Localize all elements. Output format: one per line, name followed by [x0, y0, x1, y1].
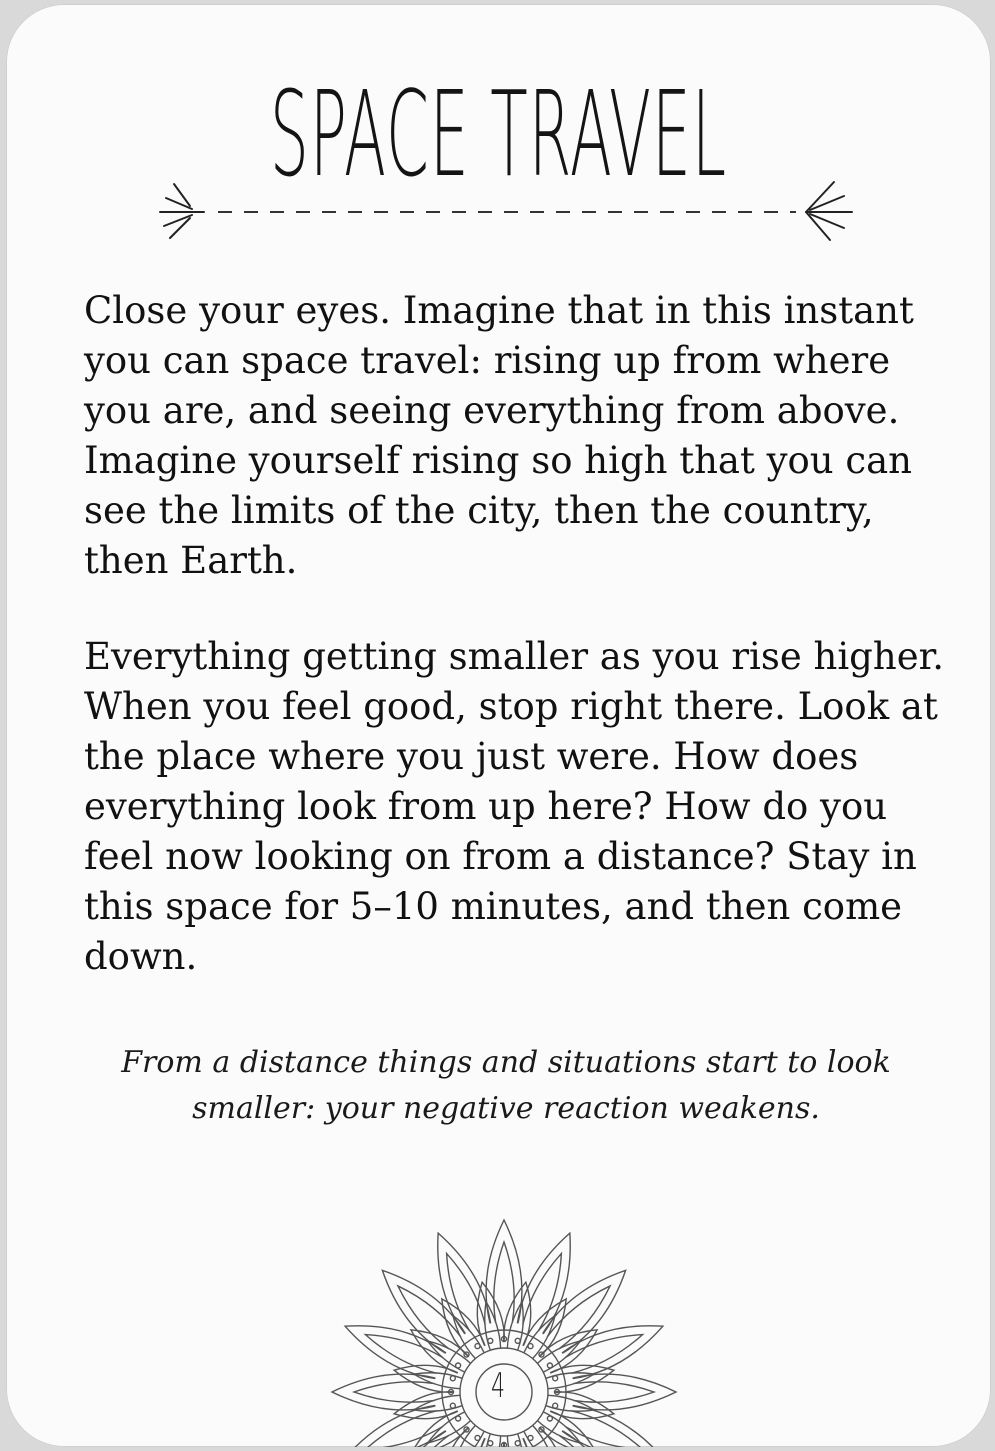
- mandala-dot: [450, 1376, 455, 1381]
- mandala-outer-petal: [486, 1220, 522, 1323]
- mandala-outer-petal-inner: [494, 1242, 514, 1323]
- closing-quote: From a distance things and situations start to look smaller: your negative reaction weakens.: [121, 1045, 891, 1126]
- mandala-outer-petal: [543, 1270, 626, 1353]
- mandala-dot: [553, 1376, 558, 1381]
- arrow-head-icon: [806, 182, 852, 240]
- mandala-outer-petal-inner: [354, 1382, 435, 1402]
- mandala-dot: [456, 1416, 461, 1421]
- card: [6, 4, 991, 1447]
- mandala-dot: [553, 1403, 558, 1408]
- mandala-outer-petal-inner: [547, 1286, 610, 1349]
- mandala-outer-petal-inner: [573, 1382, 654, 1402]
- mandala-dot: [515, 1441, 520, 1446]
- mandala-dot: [456, 1363, 461, 1368]
- mandala-dot: [528, 1344, 533, 1349]
- mandala-dot: [515, 1338, 520, 1343]
- mandala-outer-petal: [332, 1374, 435, 1410]
- mandala-dot: [488, 1338, 493, 1343]
- arrow-fletching-icon: [160, 184, 204, 238]
- mandala-dot: [475, 1344, 480, 1349]
- mandala-icon: [304, 1214, 704, 1447]
- title-divider: [146, 176, 866, 246]
- mandala-dot: [450, 1403, 455, 1408]
- card-title: SPACE TRAVEL: [269, 65, 728, 203]
- mandala-dot: [547, 1416, 552, 1421]
- page-number: 4: [490, 1366, 506, 1406]
- mandala-dot: [488, 1441, 493, 1446]
- mandala-dot: [528, 1435, 533, 1440]
- mandala-outer-petal-inner: [398, 1286, 461, 1349]
- mandala-dot: [475, 1435, 480, 1440]
- body-paragraph-1: Close your eyes. Imagine that in this instant you can space travel: rising up from where you are, and seeing everything from above. Imagine yourself rising so high that you can see the limits of the city, then the country, then Earth.: [84, 289, 914, 582]
- body-paragraph-2: Everything getting smaller as you rise higher. When you feel good, stop right there. Look at the place where you just were. How does everything look from up here? How do you feel now looking on from a distance? Stay in this space for 5–10 minutes, and then come down.: [84, 635, 944, 978]
- mandala-outer-petal: [382, 1270, 465, 1353]
- mandala-dot: [547, 1363, 552, 1368]
- mandala-outer-petal: [573, 1374, 676, 1410]
